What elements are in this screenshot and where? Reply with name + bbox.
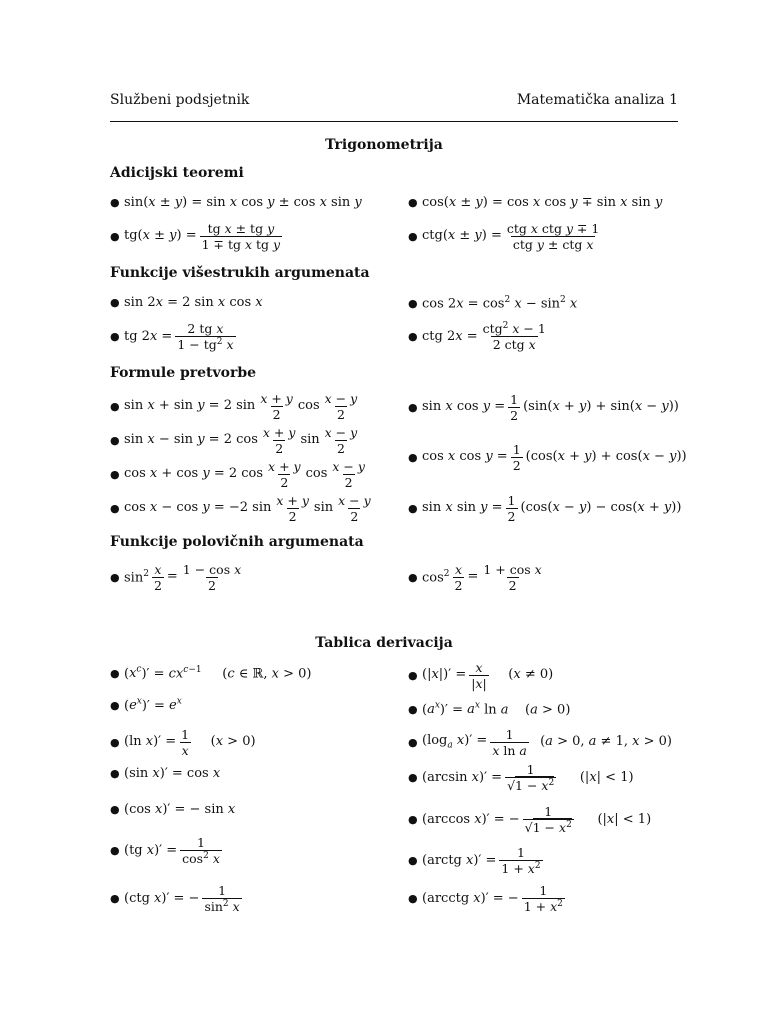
formula-sin-half: ● $\sin^2$ $\frac{x}{2}$ = $\frac{\text{1 − cos x}}{2}$ (110, 562, 242, 594)
deriv-tg: ● (tg x)′ = $\frac{1}{\cos^2 x}$ (110, 835, 220, 867)
formula-sin-minus-sin: ● sin x − sin y = 2 cos x + y 2 sin x − y 2 (110, 425, 358, 457)
deriv-arcctg: ● (arcctg x)′ = − $\frac{1}{1 + x^2}$ (408, 883, 563, 915)
subsection-adicijski: Adicijski teoremi (110, 165, 244, 181)
formula-ctg-2x: ● ctg 2x = ctg$^2$ x − 1 2 ctg x (408, 321, 546, 353)
deriv-ln: ● (ln x)′ = $\frac{1}{x}$ (x > 0) (110, 727, 256, 759)
subsection-polovicni: Funkcije polovičnih argumenata (110, 534, 364, 550)
formula-cos-sum: ● cos(x ± y) = cos x cos y ∓ sin x sin y (408, 195, 663, 210)
deriv-ctg: ● (ctg x)′ = − $\frac{1}{\sin^2 x}$ (110, 883, 240, 915)
formula-tg-2x: ● tg 2x = $\frac{\text{2 tg x}}{1 - tg^2 x}$ (110, 321, 234, 353)
subsection-pretvorbe: Formule pretvorbe (110, 365, 257, 381)
formula-sin-plus-sin: ● sin x + sin y = 2 sin x + y 2 cos x − y 2 (110, 391, 358, 423)
formula-cos-2x: ● $\cos 2x = \cos^2 x - \sin^2 x$ (408, 295, 578, 312)
formula-cos-half: ● $\cos^2$ $\frac{x}{2}$ = $\frac{\text{1 + cos x}}{2}$ (408, 562, 542, 594)
section-title-derivatives: Tablica derivacija (315, 635, 453, 651)
deriv-exp: ● $(e^x)' = e^x$ (110, 697, 182, 714)
deriv-ax: ● $(a^x)' = a^x$ ln a (a > 0) (408, 701, 571, 718)
section-title-trig: Trigonometrija (325, 137, 443, 153)
deriv-log: ● ($\log_a$ x)′ = $\frac{1}{\text{x ln a}}$ (a > 0, a ≠ 1, x > 0) (408, 727, 672, 759)
formula-tg-sum: ● tg(x ± y) = $\frac{\text{tg x ± tg y}}{\text{1 ∓ tg x tg y}}$ (110, 221, 281, 253)
deriv-arcsin: ● (arcsin x)′ = $\frac{1}{√1 - x^2}$ (|x| < 1) (408, 762, 634, 794)
deriv-arccos: ● (arccos x)′ = − $\frac{1}{√1 - x^2}$ (|x| < 1) (408, 804, 652, 836)
formula-ctg-sum: ● ctg(x ± y) = ctg x ctg y ∓ 1 ctg y ± ctg x (408, 221, 600, 253)
formula-cos-cos-product: ● cos x cos y = $\frac{1}{2}$ (cos(x + y) + cos(x − y)) (408, 442, 687, 474)
deriv-power: ● $(x^c)' = cx^{c-1}$ (c ∈ ℝ, x > 0) (110, 665, 312, 682)
deriv-abs: ● (|x|)′ = $\frac{x}{|x|}$ (x ≠ 0) (408, 660, 554, 692)
formula-sin-sin-product: ● sin x sin y = $\frac{1}{2}$ (cos(x − y) − cos(x + y)) (408, 493, 682, 525)
formula-cos-plus-cos: ● cos x + cos y = 2 cos x + y 2 cos x − y 2 (110, 459, 365, 491)
header-left: Službeni podsjetnik (110, 92, 250, 108)
subsection-visestruki: Funkcije višestrukih argumenata (110, 265, 370, 281)
formula-sin-cos-product: ● sin x cos y = $\frac{1}{2}$ (sin(x + y) + sin(x − y)) (408, 392, 679, 424)
formula-sin-2x: ● sin 2x = 2 sin x cos x (110, 295, 263, 310)
deriv-sin: ● (sin x)′ = cos x (110, 766, 221, 781)
deriv-cos: ● (cos x)′ = − sin x (110, 802, 236, 817)
header-rule (110, 121, 678, 122)
formula-sin-sum: ● sin(x ± y) = sin x cos y ± cos x sin y (110, 195, 362, 210)
formula-cos-minus-cos: ● cos x − cos y = −2 sin x + y 2 sin x − y 2 (110, 493, 371, 525)
header-right: Matematička analiza 1 (516, 92, 678, 108)
deriv-arctg: ● (arctg x)′ = $\frac{1}{1 + x^2}$ (408, 845, 541, 877)
